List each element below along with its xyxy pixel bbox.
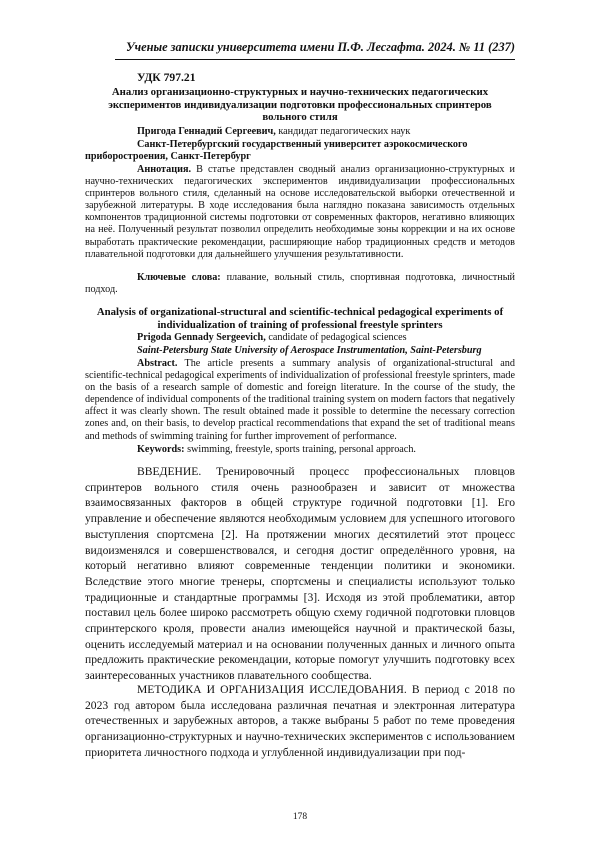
keywords-text-ru: плавание, вольный стиль, спортивная подготовка, личностный подход.: [85, 272, 516, 296]
author-name-ru: Пригода Геннадий Сергеевич,: [137, 126, 276, 137]
keywords-ru: [85, 272, 515, 296]
title-ru: Анализ организационно-структурных и научно-технических педагогических экспериментов индивидуализации подготовки профессиональных спринтеров вольного стиля: [108, 86, 492, 123]
abstract-en: [85, 358, 515, 443]
abstract-ru: [85, 164, 515, 261]
abstract-text-en: The article presents a summary analysis of organizational-structural and scientific-technical pedagogical experiments of individualization of professional freestyle sprinters, made on the basis of a research sample of domestic and foreign literature. In the course of the study, the dependence of individual components of the traditional training system on modern factors that negatively affect it was clearly shown. The result obtained made it possible to determine the necessary correction zones and, on their basis, to develop practical recommendations that expand the set of traditional means and methods of swimming training for further improvement of performance.: [85, 358, 515, 442]
author-ru: [85, 126, 515, 138]
keywords-en: [85, 444, 515, 456]
abstract-label-en: Abstract.: [137, 358, 178, 369]
methods-paragraph: МЕТОДИКА И ОРГАНИЗАЦИЯ ИССЛЕДОВАНИЯ. В период с 2018 по 2023 год автором была исследована различная печатная и электронная литература отечественных и зарубежных авторов, а также выбраны 5 работ по теме проведения организационно-структурных и научно-технических экспериментов с использованием приоритета личностного подхода и углубленной индивидуализации при под-: [85, 683, 515, 759]
author-name-en: Prigoda Gennady Sergeevich,: [137, 332, 266, 343]
author-degree-en: candidate of pedagogical sciences: [268, 332, 407, 343]
affiliation-en: Saint-Petersburg State University of Aerospace Instrumentation, Saint-Petersburg: [137, 345, 482, 356]
keywords-label-en: Keywords:: [137, 444, 185, 455]
title-en: Analysis of organizational-structural and scientific-technical pedagogical experiments of individualization of training of professional freestyle sprinters: [96, 306, 504, 331]
running-header: Ученые записки университета имени П.Ф. Лесгафта. 2024. № 11 (237): [125, 40, 515, 54]
keywords-label-ru: Ключевые слова:: [137, 272, 221, 283]
header-rule: [115, 59, 515, 60]
intro-paragraph: ВВЕДЕНИЕ. Тренировочный процесс профессиональных пловцов спринтеров вольного стиля очень разнообразен и зависит от множества взаимосвязанных факторов в общей структуре годичной подготовки [1]. Его управление и обеспечение являются необходимым условием для успешного итогового выступления спортсмена [2]. На протяжении многих десятилетий этот процесс видоизменялся и совершенствовался, и сегодня достиг определённого уровня, на который негативно влияют современные тенденции политики и экономики. Вследствие этого многие тренеры, спортсмены и специалисты используют только традиционные и стандартные программы [3]. Исходя из этой проблематики, автор поставил цель более широко рассмотреть общую схему годичной подготовки пловцов спринтерского кроля, провести анализ имеющейся научной и практической базы, оценить исследуемый материал и на основании полученных данных и личного опыта предложить практические рекомендации, которые помогут улучшить подготовку всех заинтересованных участников плавательного сообщества.: [85, 465, 515, 683]
keywords-text-en: swimming, freestyle, sports training, personal approach.: [187, 444, 416, 455]
author-en: [85, 332, 515, 344]
abstract-label-ru: Аннотация.: [137, 164, 192, 175]
affiliation-ru: Санкт-Петербургский государственный университет аэрокосмического приборостроения, Санкт-Петербург: [85, 139, 468, 162]
abstract-text-ru: В статье представлен сводный анализ организационно-структурных и научно-технических педагогических экспериментов индивидуализации профессиональных спринтеров вольного стиля, сделанный на основе исследовательской выборки отечественной и зарубежной литературы. В ходе исследования была наглядно показана зависимость отдельных компонентов традиционной системы подготовки от современных факторов, негативно влияющих на неё. Полученный результат позволил определить необходимые зоны коррекции и на их основе выработать практические рекомендации, расширяющие набор традиционных средств и методов плавательной подготовки для дальнейшего улучшения результативности.: [85, 164, 516, 260]
udc-code: УДК 797.21: [137, 71, 196, 84]
author-degree-ru: кандидат педагогических наук: [278, 126, 411, 137]
page-number: 178: [292, 812, 308, 822]
